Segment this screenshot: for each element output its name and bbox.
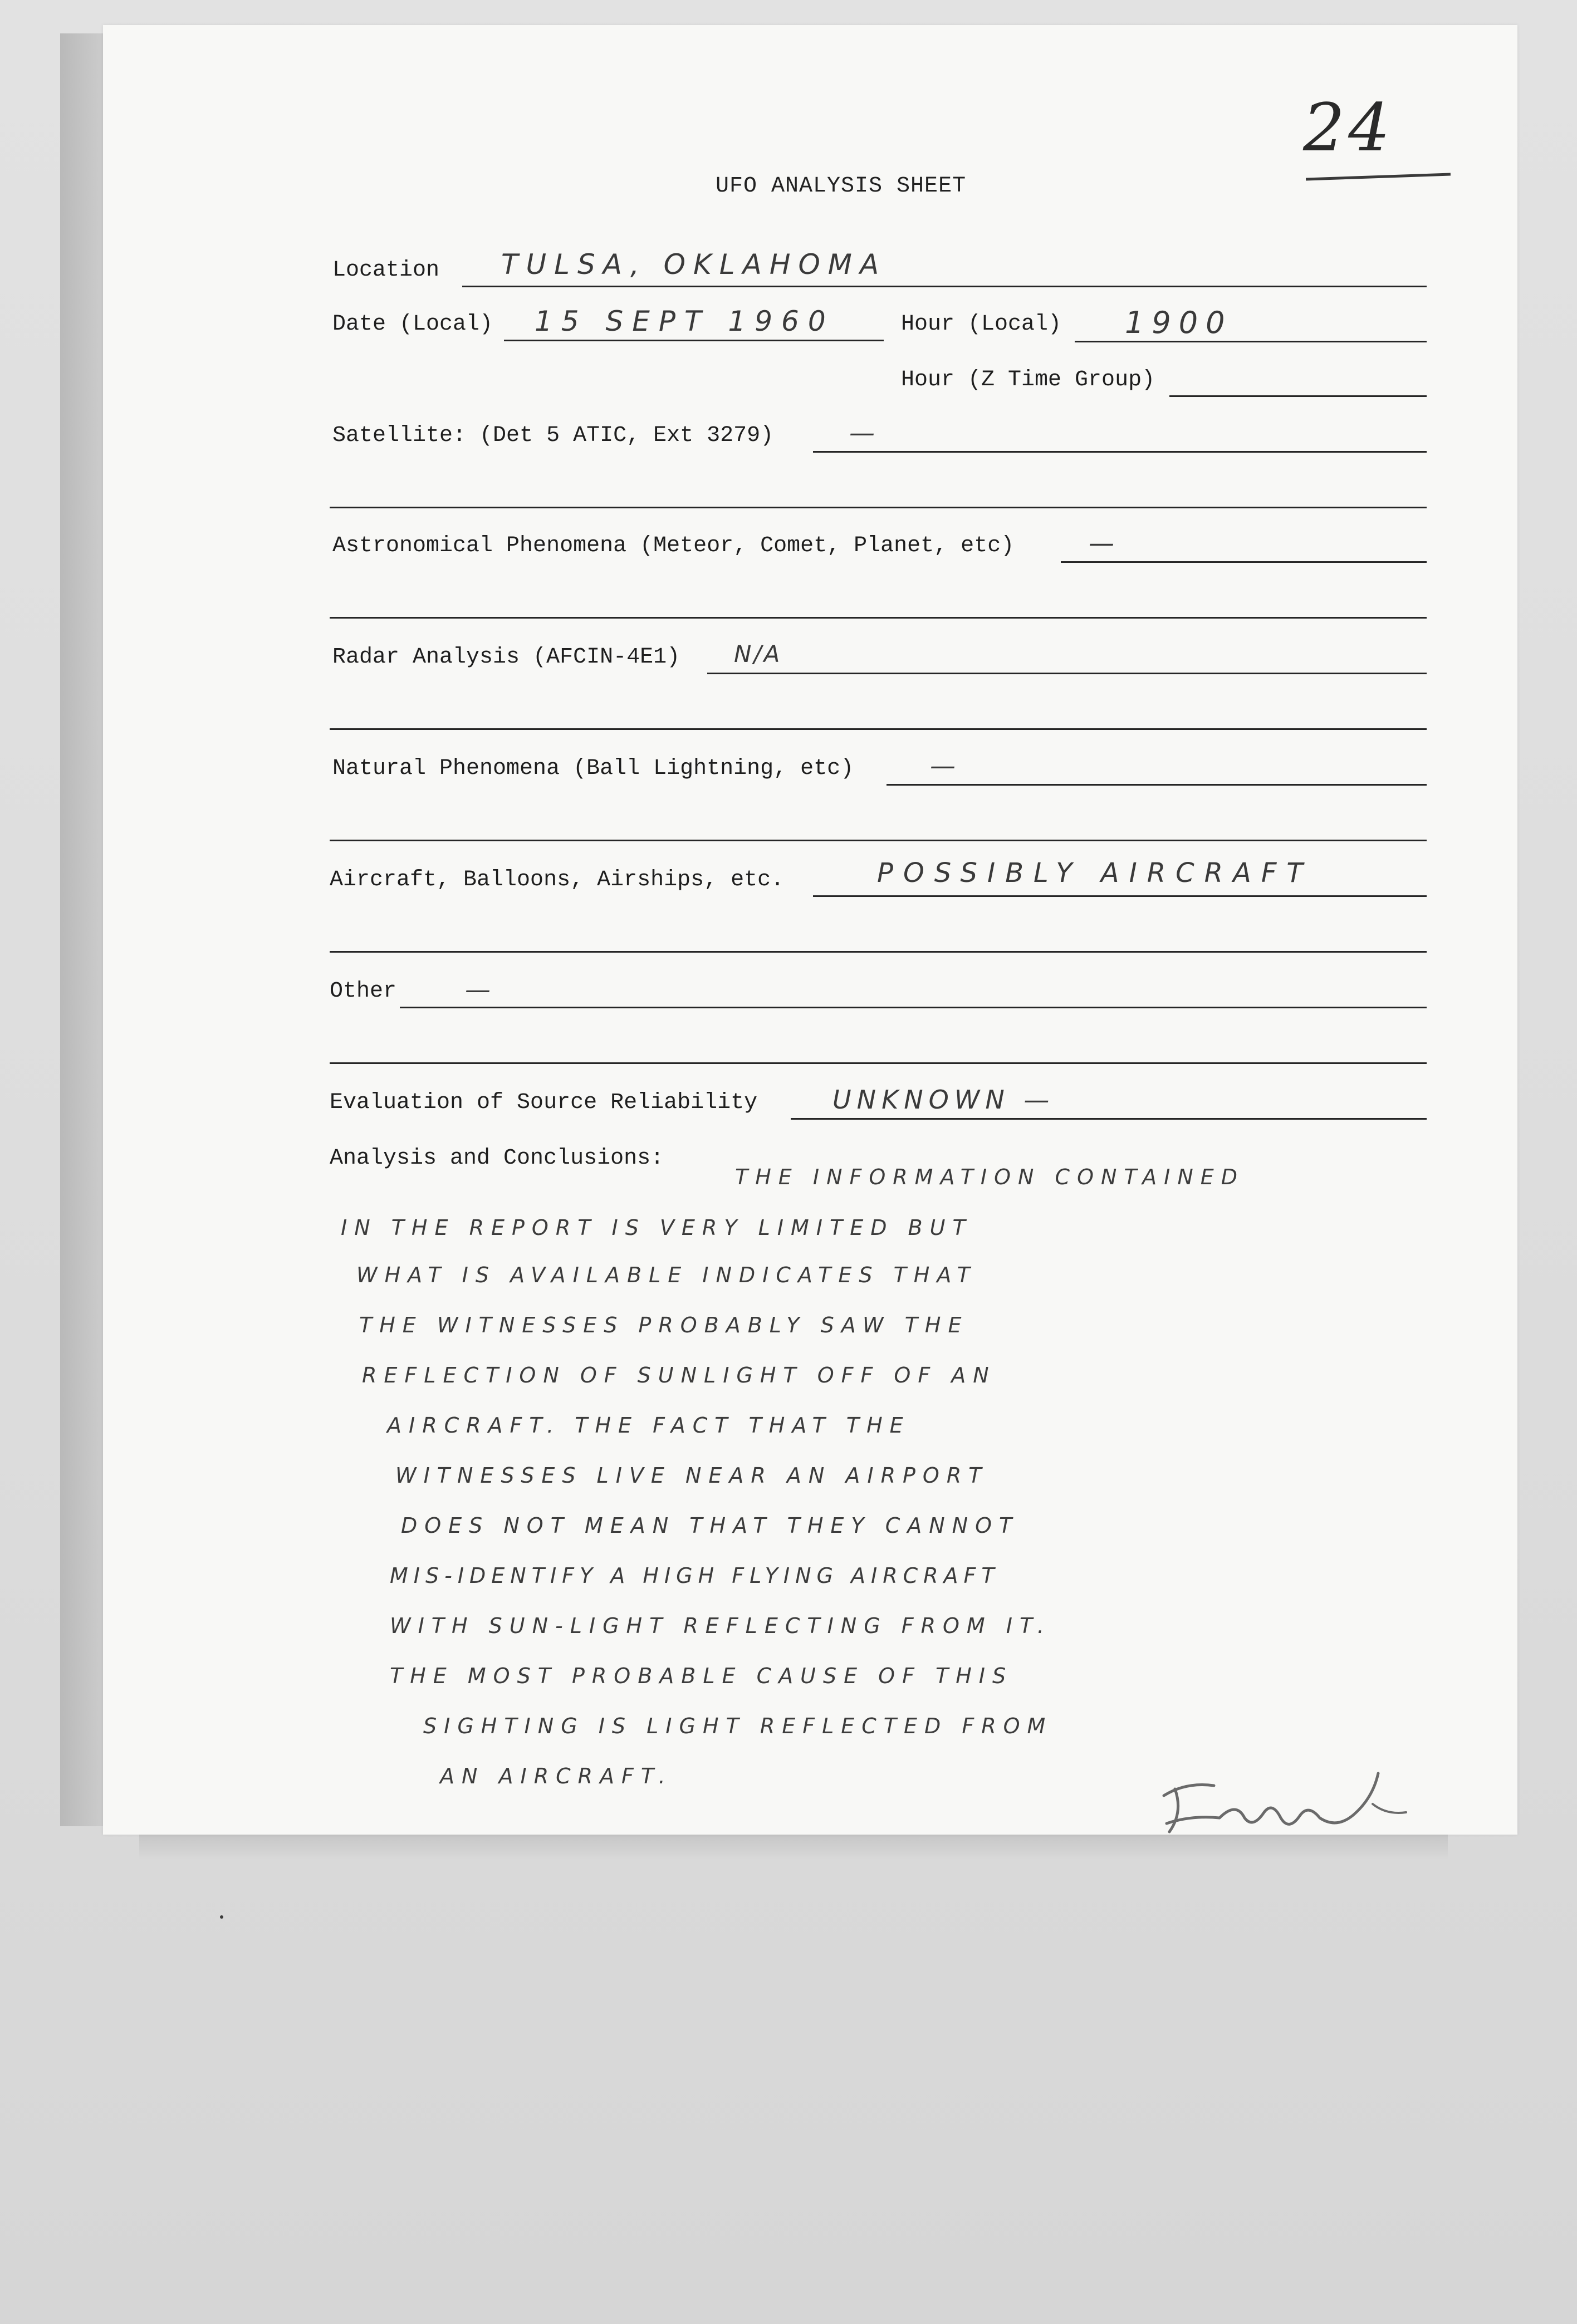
conclusion-line-13: AN AIRCRAFT.	[440, 1764, 673, 1788]
hour-z-rule	[1169, 395, 1427, 397]
radar-value: N/A	[734, 640, 782, 668]
hour-z-label: Hour (Z Time Group)	[901, 367, 1155, 393]
conclusion-line-9: MIS-IDENTIFY A HIGH FLYING AIRCRAFT	[390, 1563, 1000, 1588]
sheet-title: UFO ANALYSIS SHEET	[716, 174, 967, 199]
satellite-rule	[813, 451, 1427, 453]
location-value: TULSA, OKLAHOMA	[501, 248, 887, 281]
conclusion-line-11: THE MOST PROBABLE CAUSE OF THIS	[390, 1664, 1013, 1688]
radar-rule	[707, 673, 1427, 674]
film-speck	[220, 1915, 223, 1919]
signature-mark	[1153, 1762, 1409, 1840]
astronomical-extra-rule	[330, 617, 1427, 619]
reliability-label: Evaluation of Source Reliability	[330, 1090, 758, 1115]
astronomical-value: —	[1089, 528, 1120, 558]
other-rule	[400, 1007, 1427, 1008]
radar-label: Radar Analysis (AFCIN-4E1)	[332, 645, 680, 670]
location-rule	[462, 286, 1427, 287]
natural-extra-rule	[330, 840, 1427, 841]
aircraft-label: Aircraft, Balloons, Airships, etc.	[330, 867, 785, 893]
satellite-extra-rule	[330, 507, 1427, 508]
natural-value: —	[930, 751, 961, 781]
aircraft-value: POSSIBLY AIRCRAFT	[877, 857, 1313, 889]
location-label: Location	[332, 258, 440, 283]
conclusion-line-6: AIRCRAFT. THE FACT THAT THE	[387, 1413, 910, 1438]
analysis-label: Analysis and Conclusions:	[330, 1146, 664, 1171]
radar-extra-rule	[330, 728, 1427, 730]
natural-label: Natural Phenomena (Ball Lightning, etc)	[332, 756, 854, 781]
conclusion-line-8: DOES NOT MEAN THAT THEY CANNOT	[401, 1513, 1020, 1538]
hour-local-rule	[1075, 341, 1427, 342]
date-local-rule	[504, 340, 884, 341]
conclusion-line-12: SIGHTING IS LIGHT REFLECTED FROM	[423, 1714, 1053, 1738]
date-local-value: 15 SEPT 1960	[535, 305, 835, 337]
satellite-value: —	[849, 418, 880, 448]
hour-local-value: 1900	[1125, 305, 1233, 340]
page-number: 24	[1303, 89, 1394, 166]
other-label: Other	[330, 979, 397, 1004]
natural-rule	[887, 784, 1427, 786]
other-extra-rule	[330, 1062, 1427, 1064]
conclusion-line-7: WITNESSES LIVE NEAR AN AIRPORT	[395, 1463, 989, 1488]
conclusion-line-3: WHAT IS AVAILABLE INDICATES THAT	[356, 1263, 977, 1287]
date-local-label: Date (Local)	[332, 312, 493, 337]
conclusion-line-10: WITH SUN-LIGHT REFLECTING FROM IT.	[390, 1614, 1051, 1638]
astronomical-rule	[1061, 561, 1427, 563]
aircraft-rule	[813, 895, 1427, 897]
aircraft-extra-rule	[330, 951, 1427, 953]
conclusion-line-2: IN THE REPORT IS VERY LIMITED BUT	[341, 1215, 973, 1240]
conclusion-line-4: THE WITNESSES PROBABLY SAW THE	[359, 1313, 969, 1337]
conclusion-line-5: REFLECTION OF SUNLIGHT OFF OF AN	[362, 1363, 996, 1387]
conclusion-line-1: THE INFORMATION CONTAINED	[735, 1165, 1245, 1189]
reliability-value: UNKNOWN —	[832, 1085, 1055, 1115]
satellite-label: Satellite: (Det 5 ATIC, Ext 3279)	[332, 423, 774, 448]
hour-local-label: Hour (Local)	[901, 312, 1062, 337]
other-value: —	[465, 974, 496, 1004]
reliability-rule	[791, 1118, 1427, 1120]
astronomical-label: Astronomical Phenomena (Meteor, Comet, Planet, etc)	[332, 533, 1015, 558]
